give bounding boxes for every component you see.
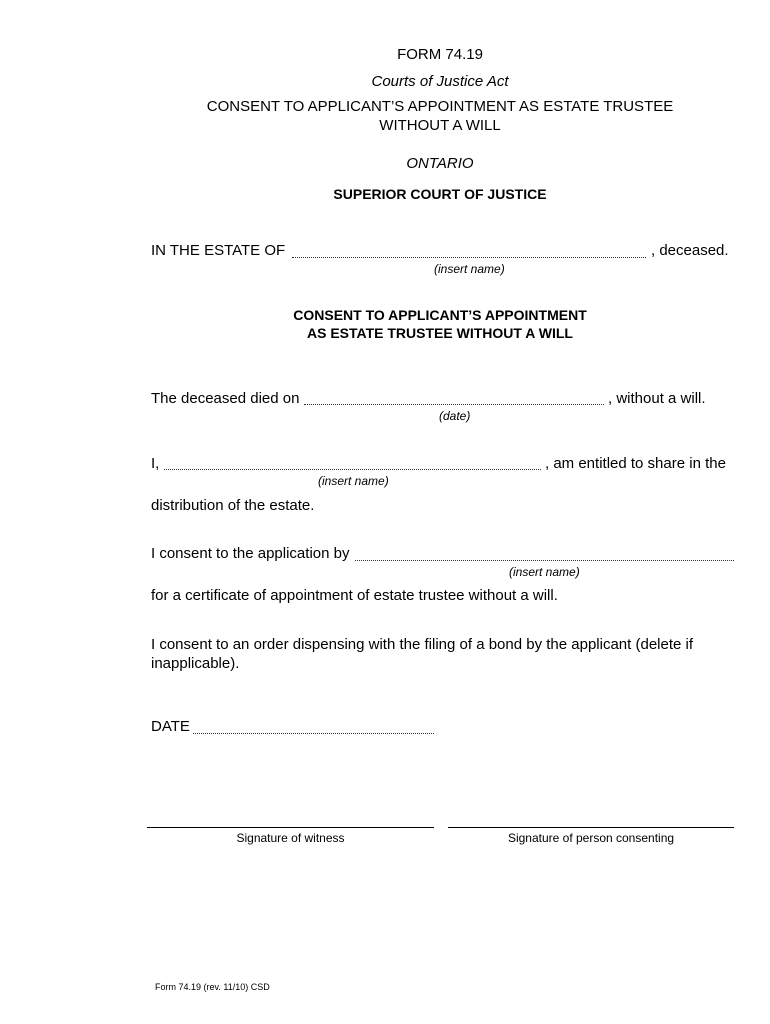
applicant-name-field[interactable] <box>355 560 734 561</box>
subtitle-line1: CONSENT TO APPLICANT’S APPOINTMENT <box>293 307 587 323</box>
subtitle-line2: AS ESTATE TRUSTEE WITHOUT A WILL <box>307 325 573 341</box>
consenting-name-field[interactable] <box>164 469 541 470</box>
estate-name-field[interactable] <box>292 257 646 258</box>
bond-line1: I consent to an order dispensing with the filing of a bond by the applicant (delete if <box>151 636 694 653</box>
estate-suffix: , deceased. <box>651 242 729 259</box>
date-field[interactable] <box>193 733 434 734</box>
province: ONTARIO <box>406 155 474 172</box>
form-footer: Form 74.19 (rev. 11/10) CSD <box>155 982 270 992</box>
death-date-hint: (date) <box>439 409 471 423</box>
death-suffix: , without a will. <box>608 390 706 407</box>
form-title-line1: CONSENT TO APPLICANT’S APPOINTMENT AS ESTATE TRUSTEE <box>206 98 674 115</box>
court-name: SUPERIOR COURT OF JUSTICE <box>333 186 547 202</box>
death-prefix: The deceased died on <box>151 390 300 407</box>
consenting-signature-label: Signature of person consenting <box>507 831 675 845</box>
act-name: Courts of Justice Act <box>371 73 509 90</box>
consenting-signature-line[interactable] <box>448 827 734 828</box>
bond-line2: inapplicable). <box>151 655 240 672</box>
date-label: DATE <box>151 718 190 735</box>
form-title-line2: WITHOUT A WILL <box>379 117 501 134</box>
form-number: FORM 74.19 <box>397 46 483 63</box>
estate-prefix: IN THE ESTATE OF <box>151 242 286 259</box>
entitled-prefix: I, <box>151 455 160 472</box>
application-continuation: for a certificate of appointment of estate trustee without a will. <box>151 587 558 604</box>
witness-signature-label: Signature of witness <box>236 831 345 845</box>
application-prefix: I consent to the application by <box>151 545 350 562</box>
entitled-continuation: distribution of the estate. <box>151 497 315 514</box>
estate-name-hint: (insert name) <box>434 262 505 276</box>
consenting-name-hint: (insert name) <box>318 474 389 488</box>
applicant-name-hint: (insert name) <box>509 565 580 579</box>
witness-signature-line[interactable] <box>147 827 434 828</box>
death-date-field[interactable] <box>304 404 604 405</box>
entitled-suffix: , am entitled to share in the <box>545 455 726 472</box>
